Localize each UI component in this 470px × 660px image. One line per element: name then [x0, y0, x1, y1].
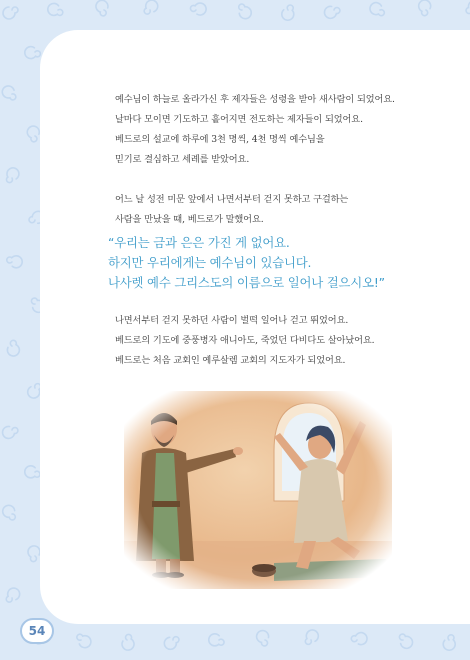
swirl-ornament: [441, 634, 460, 653]
swirl-ornament: [189, 0, 208, 17]
text-line: 베드로의 기도에 중풍병자 애니아도, 죽었던 다비다도 살아났어요.: [115, 335, 375, 346]
text-line: 베드로의 설교에 하루에 3천 명씩, 4천 명씩 예수님을: [115, 134, 325, 145]
swirl-ornament: [279, 4, 298, 23]
swirl-ornament: [120, 633, 138, 652]
swirl-ornament: [45, 1, 64, 20]
swirl-ornament: [2, 166, 21, 184]
text-line: 사람을 만났을 때, 베드로가 말했어요.: [115, 214, 264, 225]
swirl-ornament: [238, 3, 251, 19]
swirl-ornament: [3, 586, 21, 603]
text-line: 예수님이 하늘로 올라가신 후 제자들은 성령을 받아 새사람이 되었어요.: [115, 94, 395, 105]
paragraph-apostles: [115, 90, 445, 170]
swirl-ornament: [255, 630, 269, 647]
swirl-ornament: [415, 0, 433, 17]
swirl-ornament: [6, 251, 25, 270]
swirl-ornament: [164, 636, 180, 650]
swirl-ornament: [24, 124, 41, 142]
swirl-ornament: [3, 7, 18, 19]
swirl-ornament: [94, 0, 110, 17]
peter-quote: [108, 233, 448, 293]
text-line: 날마다 모이면 기도하고 흩어지면 전도하는 제자들이 되었어요.: [115, 114, 363, 125]
text-line: 믿기로 결심하고 세례를 받았어요.: [115, 154, 250, 165]
swirl-ornament: [206, 631, 225, 650]
swirl-ornament: [350, 629, 369, 646]
text-line: 베드로는 처음 교회인 예루살렘 교회의 지도자가 되었어요.: [115, 355, 346, 366]
swirl-ornament: [76, 631, 93, 649]
paragraph-beggar: [115, 190, 445, 230]
swirl-ornament: [302, 628, 321, 646]
swirl-ornament: [22, 44, 41, 63]
swirl-ornament: [399, 632, 414, 649]
quote-line: 하지만 우리에게는 예수님이 있습니다.: [108, 255, 312, 270]
page-number: 54: [20, 618, 54, 644]
swirl-ornament: [2, 505, 16, 521]
swirl-ornament: [5, 339, 22, 358]
text-line: 나면서부터 걷지 못하던 사람이 벌떡 일어나 걷고 뛰었어요.: [115, 315, 349, 326]
swirl-ornament: [141, 0, 159, 15]
paragraph-miracles: [115, 311, 445, 371]
swirl-ornament: [22, 463, 41, 482]
quote-line: “우리는 금과 은은 가진 게 없어요.: [108, 235, 290, 250]
swirl-ornament: [323, 5, 340, 20]
illustration-peter-heals-lame-man: [124, 391, 392, 589]
swirl-ornament: [2, 425, 19, 439]
quote-line: 나사렛 예수 그리스도의 이름으로 일어나 걸으시오!”: [108, 275, 385, 290]
swirl-ornament: [1, 85, 17, 103]
text-line: 어느 날 성전 미문 앞에서 나면서부터 걷지 못하고 구걸하는: [115, 194, 349, 205]
swirl-ornament: [465, 0, 470, 14]
swirl-ornament: [368, 1, 385, 20]
illustration-vignette: [124, 391, 392, 589]
